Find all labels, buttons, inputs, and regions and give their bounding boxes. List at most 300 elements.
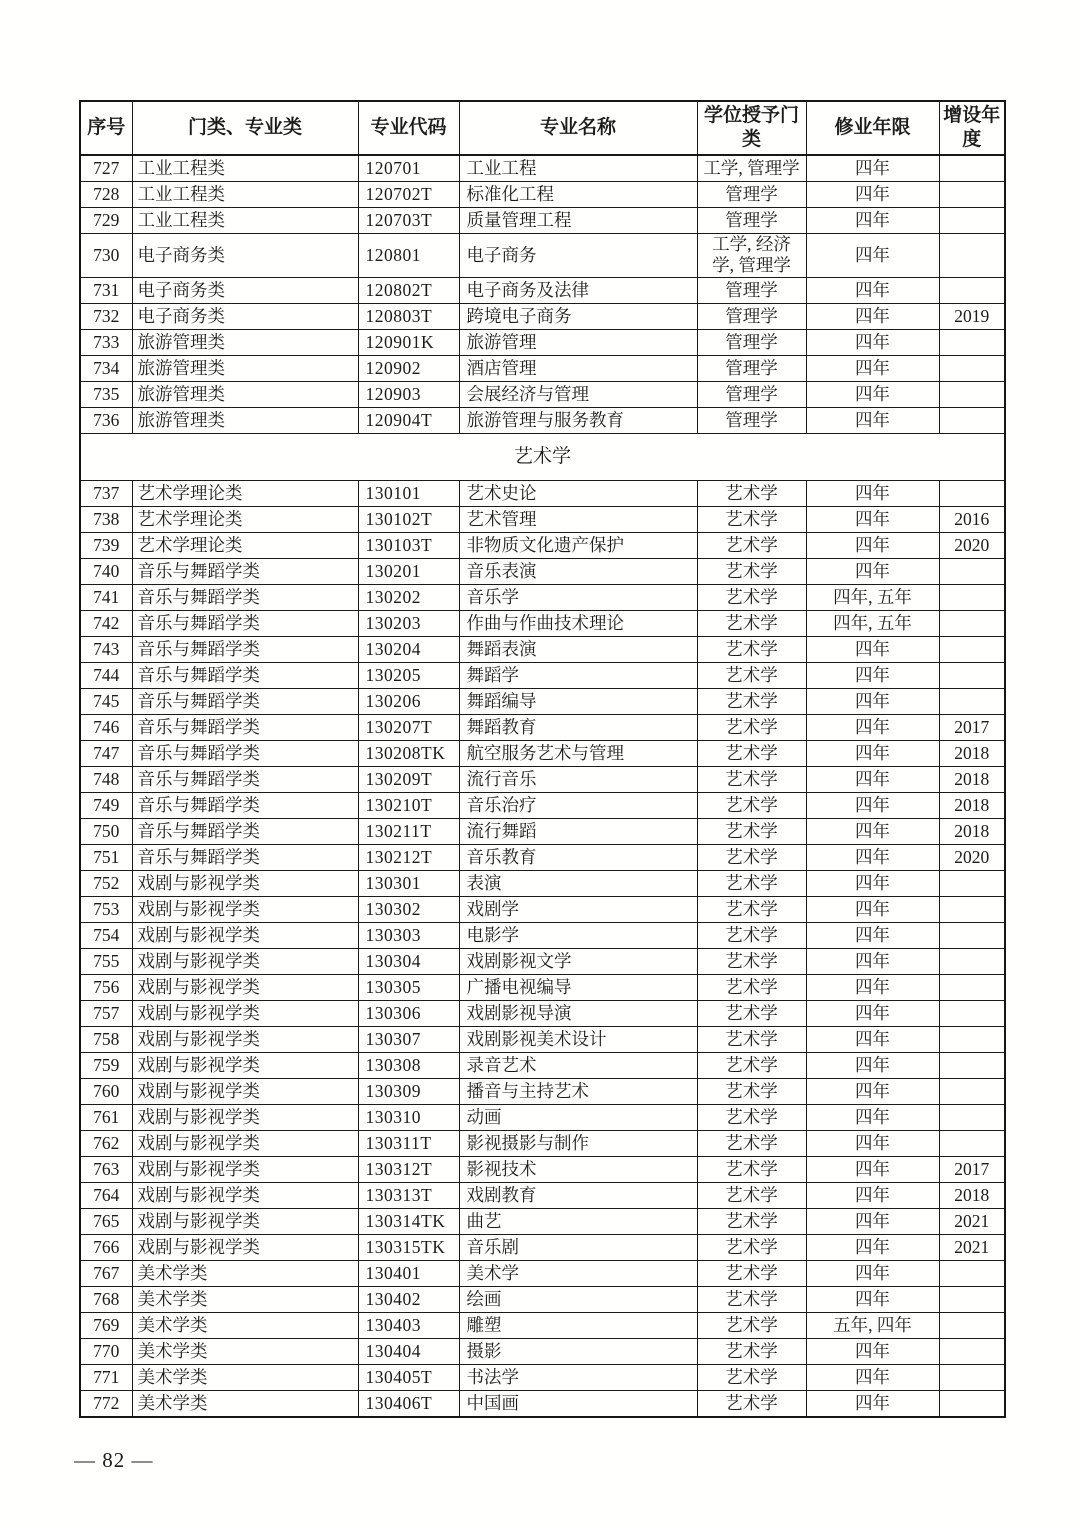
cell-added: 2020	[939, 844, 1005, 870]
table-row	[80, 480, 1005, 506]
cell-no: 734	[80, 355, 132, 381]
cell-no: 731	[80, 277, 132, 303]
page-number: — 82 —	[74, 1448, 154, 1472]
cell-degree: 艺术学	[697, 688, 806, 714]
cell-code: 120902	[358, 355, 459, 381]
table-row	[80, 688, 1005, 714]
cell-category: 戏剧与影视学类	[132, 1000, 358, 1026]
cell-name: 旅游管理与服务教育	[459, 407, 697, 433]
table-row	[80, 870, 1005, 896]
cell-name: 舞蹈学	[459, 662, 697, 688]
cell-name: 摄影	[459, 1338, 697, 1364]
column-header-code: 专业代码	[358, 101, 459, 155]
table-row	[80, 506, 1005, 532]
cell-no: 732	[80, 303, 132, 329]
cell-added: 2021	[939, 1234, 1005, 1260]
cell-years: 四年	[806, 636, 939, 662]
cell-years: 四年	[806, 974, 939, 1000]
cell-code: 130103T	[358, 532, 459, 558]
cell-added	[939, 208, 1005, 234]
cell-no: 727	[80, 155, 132, 182]
cell-degree: 艺术学	[697, 558, 806, 584]
cell-degree: 艺术学	[697, 610, 806, 636]
table-row	[80, 1156, 1005, 1182]
cell-no: 733	[80, 329, 132, 355]
cell-degree: 艺术学	[697, 584, 806, 610]
cell-category: 音乐与舞蹈学类	[132, 636, 358, 662]
cell-years: 四年	[806, 480, 939, 506]
cell-added	[939, 584, 1005, 610]
cell-added: 2017	[939, 714, 1005, 740]
cell-category: 音乐与舞蹈学类	[132, 818, 358, 844]
cell-code: 130201	[358, 558, 459, 584]
cell-code: 130212T	[358, 844, 459, 870]
cell-name: 电子商务	[459, 234, 697, 278]
cell-category: 美术学类	[132, 1390, 358, 1417]
cell-no: 728	[80, 182, 132, 208]
cell-degree: 艺术学	[697, 818, 806, 844]
cell-code: 130314TK	[358, 1208, 459, 1234]
column-header-years: 修业年限	[806, 101, 939, 155]
cell-code: 130304	[358, 948, 459, 974]
cell-code: 120901K	[358, 329, 459, 355]
cell-added	[939, 974, 1005, 1000]
cell-degree: 艺术学	[697, 1182, 806, 1208]
cell-added	[939, 1390, 1005, 1417]
cell-added	[939, 480, 1005, 506]
cell-code: 130311T	[358, 1130, 459, 1156]
cell-degree: 艺术学	[697, 766, 806, 792]
cell-years: 四年	[806, 407, 939, 433]
cell-no: 769	[80, 1312, 132, 1338]
column-header-added: 增设年度	[939, 101, 1005, 155]
cell-category: 工业工程类	[132, 208, 358, 234]
cell-years: 四年	[806, 792, 939, 818]
cell-name: 流行舞蹈	[459, 818, 697, 844]
table-row	[80, 974, 1005, 1000]
table-row	[80, 766, 1005, 792]
cell-years: 四年	[806, 182, 939, 208]
cell-code: 130309	[358, 1078, 459, 1104]
cell-added	[939, 407, 1005, 433]
cell-degree: 艺术学	[697, 480, 806, 506]
cell-years: 四年	[806, 277, 939, 303]
cell-name: 音乐治疗	[459, 792, 697, 818]
cell-category: 旅游管理类	[132, 407, 358, 433]
table-row	[80, 1000, 1005, 1026]
cell-degree: 艺术学	[697, 870, 806, 896]
cell-added	[939, 610, 1005, 636]
cell-code: 120903	[358, 381, 459, 407]
cell-category: 戏剧与影视学类	[132, 948, 358, 974]
cell-years: 四年	[806, 329, 939, 355]
cell-years: 四年	[806, 714, 939, 740]
cell-degree: 艺术学	[697, 532, 806, 558]
cell-category: 美术学类	[132, 1260, 358, 1286]
cell-added	[939, 329, 1005, 355]
cell-added: 2018	[939, 740, 1005, 766]
cell-no: 749	[80, 792, 132, 818]
cell-degree: 管理学	[697, 208, 806, 234]
cell-degree: 工学, 管理学	[697, 155, 806, 182]
cell-code: 130210T	[358, 792, 459, 818]
cell-name: 动画	[459, 1104, 697, 1130]
cell-category: 戏剧与影视学类	[132, 1026, 358, 1052]
cell-name: 广播电视编导	[459, 974, 697, 1000]
cell-degree: 管理学	[697, 355, 806, 381]
cell-name: 播音与主持艺术	[459, 1078, 697, 1104]
cell-name: 非物质文化遗产保护	[459, 532, 697, 558]
cell-added	[939, 870, 1005, 896]
cell-degree: 艺术学	[697, 974, 806, 1000]
cell-years: 四年	[806, 558, 939, 584]
cell-no: 750	[80, 818, 132, 844]
table-row	[80, 948, 1005, 974]
cell-added	[939, 636, 1005, 662]
cell-code: 130315TK	[358, 1234, 459, 1260]
cell-no: 742	[80, 610, 132, 636]
cell-category: 音乐与舞蹈学类	[132, 610, 358, 636]
cell-years: 四年	[806, 303, 939, 329]
cell-code: 130405T	[358, 1364, 459, 1390]
cell-code: 130203	[358, 610, 459, 636]
cell-name: 戏剧教育	[459, 1182, 697, 1208]
cell-code: 130307	[358, 1026, 459, 1052]
cell-no: 738	[80, 506, 132, 532]
cell-code: 130207T	[358, 714, 459, 740]
table-row	[80, 1182, 1005, 1208]
cell-no: 766	[80, 1234, 132, 1260]
cell-code: 130401	[358, 1260, 459, 1286]
cell-category: 艺术学理论类	[132, 532, 358, 558]
table-row	[80, 922, 1005, 948]
cell-years: 五年, 四年	[806, 1312, 939, 1338]
table-row	[80, 1338, 1005, 1364]
cell-category: 工业工程类	[132, 155, 358, 182]
cell-years: 四年	[806, 1026, 939, 1052]
cell-name: 航空服务艺术与管理	[459, 740, 697, 766]
cell-years: 四年	[806, 662, 939, 688]
cell-no: 746	[80, 714, 132, 740]
cell-added	[939, 1364, 1005, 1390]
cell-no: 760	[80, 1078, 132, 1104]
cell-degree: 艺术学	[697, 1364, 806, 1390]
cell-years: 四年	[806, 1338, 939, 1364]
cell-code: 130308	[358, 1052, 459, 1078]
cell-added	[939, 948, 1005, 974]
cell-degree: 管理学	[697, 329, 806, 355]
cell-code: 120703T	[358, 208, 459, 234]
cell-degree: 艺术学	[697, 506, 806, 532]
cell-no: 751	[80, 844, 132, 870]
header-row	[80, 101, 1005, 155]
cell-code: 130310	[358, 1104, 459, 1130]
cell-name: 作曲与作曲技术理论	[459, 610, 697, 636]
cell-added: 2016	[939, 506, 1005, 532]
cell-no: 754	[80, 922, 132, 948]
cell-category: 戏剧与影视学类	[132, 1234, 358, 1260]
table-row	[80, 329, 1005, 355]
cell-added	[939, 558, 1005, 584]
cell-name: 音乐剧	[459, 1234, 697, 1260]
table-row	[80, 1286, 1005, 1312]
table-row	[80, 208, 1005, 234]
cell-name: 书法学	[459, 1364, 697, 1390]
cell-degree: 艺术学	[697, 1130, 806, 1156]
cell-category: 音乐与舞蹈学类	[132, 662, 358, 688]
cell-years: 四年	[806, 506, 939, 532]
cell-code: 130301	[358, 870, 459, 896]
cell-added	[939, 922, 1005, 948]
cell-category: 电子商务类	[132, 234, 358, 278]
cell-name: 舞蹈教育	[459, 714, 697, 740]
cell-added: 2020	[939, 532, 1005, 558]
cell-degree: 艺术学	[697, 1208, 806, 1234]
cell-years: 四年	[806, 208, 939, 234]
cell-no: 744	[80, 662, 132, 688]
cell-added: 2019	[939, 303, 1005, 329]
cell-no: 772	[80, 1390, 132, 1417]
cell-years: 四年	[806, 1078, 939, 1104]
table-row	[80, 381, 1005, 407]
cell-no: 730	[80, 234, 132, 278]
cell-no: 745	[80, 688, 132, 714]
cell-years: 四年	[806, 532, 939, 558]
cell-years: 四年	[806, 766, 939, 792]
column-header-index: 序号	[80, 101, 132, 155]
cell-added	[939, 1026, 1005, 1052]
cell-degree: 艺术学	[697, 896, 806, 922]
cell-years: 四年	[806, 1000, 939, 1026]
table-row	[80, 844, 1005, 870]
cell-years: 四年	[806, 1156, 939, 1182]
cell-years: 四年	[806, 818, 939, 844]
cell-category: 音乐与舞蹈学类	[132, 740, 358, 766]
cell-no: 759	[80, 1052, 132, 1078]
table-row	[80, 303, 1005, 329]
cell-code: 130204	[358, 636, 459, 662]
cell-name: 影视摄影与制作	[459, 1130, 697, 1156]
table-row	[80, 636, 1005, 662]
cell-no: 741	[80, 584, 132, 610]
cell-no: 748	[80, 766, 132, 792]
cell-no: 736	[80, 407, 132, 433]
cell-degree: 管理学	[697, 182, 806, 208]
cell-degree: 艺术学	[697, 662, 806, 688]
cell-degree: 艺术学	[697, 1312, 806, 1338]
cell-category: 音乐与舞蹈学类	[132, 584, 358, 610]
cell-years: 四年	[806, 381, 939, 407]
cell-added	[939, 277, 1005, 303]
cell-name: 酒店管理	[459, 355, 697, 381]
cell-category: 戏剧与影视学类	[132, 922, 358, 948]
cell-name: 艺术管理	[459, 506, 697, 532]
cell-name: 戏剧影视美术设计	[459, 1026, 697, 1052]
cell-degree: 艺术学	[697, 1390, 806, 1417]
table-row	[80, 1104, 1005, 1130]
cell-degree: 艺术学	[697, 714, 806, 740]
table-row	[80, 1312, 1005, 1338]
cell-name: 电子商务及法律	[459, 277, 697, 303]
cell-added: 2021	[939, 1208, 1005, 1234]
cell-name: 音乐表演	[459, 558, 697, 584]
cell-years: 四年	[806, 234, 939, 278]
cell-code: 130306	[358, 1000, 459, 1026]
cell-category: 旅游管理类	[132, 381, 358, 407]
cell-added: 2018	[939, 766, 1005, 792]
cell-degree: 管理学	[697, 381, 806, 407]
cell-years: 四年, 五年	[806, 610, 939, 636]
cell-added: 2017	[939, 1156, 1005, 1182]
cell-added	[939, 234, 1005, 278]
cell-name: 会展经济与管理	[459, 381, 697, 407]
cell-code: 120701	[358, 155, 459, 182]
cell-added: 2018	[939, 818, 1005, 844]
cell-no: 764	[80, 1182, 132, 1208]
cell-category: 音乐与舞蹈学类	[132, 714, 358, 740]
column-header-name: 专业名称	[459, 101, 697, 155]
cell-years: 四年, 五年	[806, 584, 939, 610]
cell-code: 120702T	[358, 182, 459, 208]
cell-name: 艺术史论	[459, 480, 697, 506]
cell-name: 舞蹈表演	[459, 636, 697, 662]
cell-category: 音乐与舞蹈学类	[132, 688, 358, 714]
cell-no: 747	[80, 740, 132, 766]
cell-degree: 艺术学	[697, 1078, 806, 1104]
cell-years: 四年	[806, 1234, 939, 1260]
cell-code: 120803T	[358, 303, 459, 329]
cell-category: 旅游管理类	[132, 329, 358, 355]
cell-years: 四年	[806, 1052, 939, 1078]
cell-years: 四年	[806, 1286, 939, 1312]
cell-years: 四年	[806, 1390, 939, 1417]
cell-degree: 艺术学	[697, 948, 806, 974]
cell-degree: 艺术学	[697, 1156, 806, 1182]
cell-name: 美术学	[459, 1260, 697, 1286]
cell-added	[939, 1000, 1005, 1026]
cell-no: 771	[80, 1364, 132, 1390]
table-row	[80, 1390, 1005, 1417]
table-row	[80, 355, 1005, 381]
cell-degree: 艺术学	[697, 922, 806, 948]
cell-category: 音乐与舞蹈学类	[132, 558, 358, 584]
cell-no: 753	[80, 896, 132, 922]
cell-years: 四年	[806, 355, 939, 381]
cell-no: 740	[80, 558, 132, 584]
table-row	[80, 740, 1005, 766]
cell-years: 四年	[806, 1260, 939, 1286]
table-row	[80, 558, 1005, 584]
cell-years: 四年	[806, 896, 939, 922]
cell-years: 四年	[806, 155, 939, 182]
cell-code: 130102T	[358, 506, 459, 532]
cell-code: 130402	[358, 1286, 459, 1312]
cell-code: 130303	[358, 922, 459, 948]
cell-category: 电子商务类	[132, 277, 358, 303]
cell-degree: 艺术学	[697, 636, 806, 662]
cell-name: 影视技术	[459, 1156, 697, 1182]
cell-added	[939, 355, 1005, 381]
cell-degree: 艺术学	[697, 1104, 806, 1130]
cell-code: 130313T	[358, 1182, 459, 1208]
cell-years: 四年	[806, 740, 939, 766]
table-row	[80, 1130, 1005, 1156]
cell-no: 761	[80, 1104, 132, 1130]
cell-code: 130302	[358, 896, 459, 922]
table-row	[80, 896, 1005, 922]
cell-category: 美术学类	[132, 1312, 358, 1338]
cell-category: 艺术学理论类	[132, 480, 358, 506]
cell-years: 四年	[806, 1104, 939, 1130]
cell-category: 戏剧与影视学类	[132, 1208, 358, 1234]
table-row	[80, 532, 1005, 558]
cell-no: 729	[80, 208, 132, 234]
cell-degree: 艺术学	[697, 1052, 806, 1078]
cell-added	[939, 155, 1005, 182]
cell-category: 音乐与舞蹈学类	[132, 792, 358, 818]
cell-degree: 管理学	[697, 277, 806, 303]
cell-category: 艺术学理论类	[132, 506, 358, 532]
cell-category: 戏剧与影视学类	[132, 870, 358, 896]
cell-code: 130205	[358, 662, 459, 688]
table-row	[80, 792, 1005, 818]
cell-category: 电子商务类	[132, 303, 358, 329]
cell-name: 戏剧影视导演	[459, 1000, 697, 1026]
table-row	[80, 234, 1005, 278]
cell-no: 743	[80, 636, 132, 662]
table-row	[80, 610, 1005, 636]
cell-name: 旅游管理	[459, 329, 697, 355]
cell-added	[939, 1052, 1005, 1078]
table-row	[80, 584, 1005, 610]
cell-name: 绘画	[459, 1286, 697, 1312]
cell-added	[939, 381, 1005, 407]
cell-no: 757	[80, 1000, 132, 1026]
cell-degree: 艺术学	[697, 844, 806, 870]
cell-added	[939, 896, 1005, 922]
cell-category: 旅游管理类	[132, 355, 358, 381]
cell-category: 戏剧与影视学类	[132, 1052, 358, 1078]
cell-no: 756	[80, 974, 132, 1000]
cell-name: 流行音乐	[459, 766, 697, 792]
cell-years: 四年	[806, 688, 939, 714]
cell-years: 四年	[806, 922, 939, 948]
cell-no: 770	[80, 1338, 132, 1364]
table-row	[80, 1260, 1005, 1286]
cell-no: 768	[80, 1286, 132, 1312]
cell-added	[939, 1312, 1005, 1338]
cell-name: 曲艺	[459, 1208, 697, 1234]
cell-years: 四年	[806, 1208, 939, 1234]
cell-name: 戏剧影视文学	[459, 948, 697, 974]
cell-code: 130202	[358, 584, 459, 610]
cell-no: 739	[80, 532, 132, 558]
table-row	[80, 714, 1005, 740]
cell-years: 四年	[806, 1182, 939, 1208]
table-row	[80, 1078, 1005, 1104]
cell-name: 表演	[459, 870, 697, 896]
table-row	[80, 1208, 1005, 1234]
cell-name: 雕塑	[459, 1312, 697, 1338]
cell-added	[939, 662, 1005, 688]
cell-category: 音乐与舞蹈学类	[132, 844, 358, 870]
cell-code: 130211T	[358, 818, 459, 844]
cell-name: 工业工程	[459, 155, 697, 182]
table-row	[80, 1364, 1005, 1390]
cell-no: 765	[80, 1208, 132, 1234]
cell-name: 标准化工程	[459, 182, 697, 208]
table-row	[80, 182, 1005, 208]
